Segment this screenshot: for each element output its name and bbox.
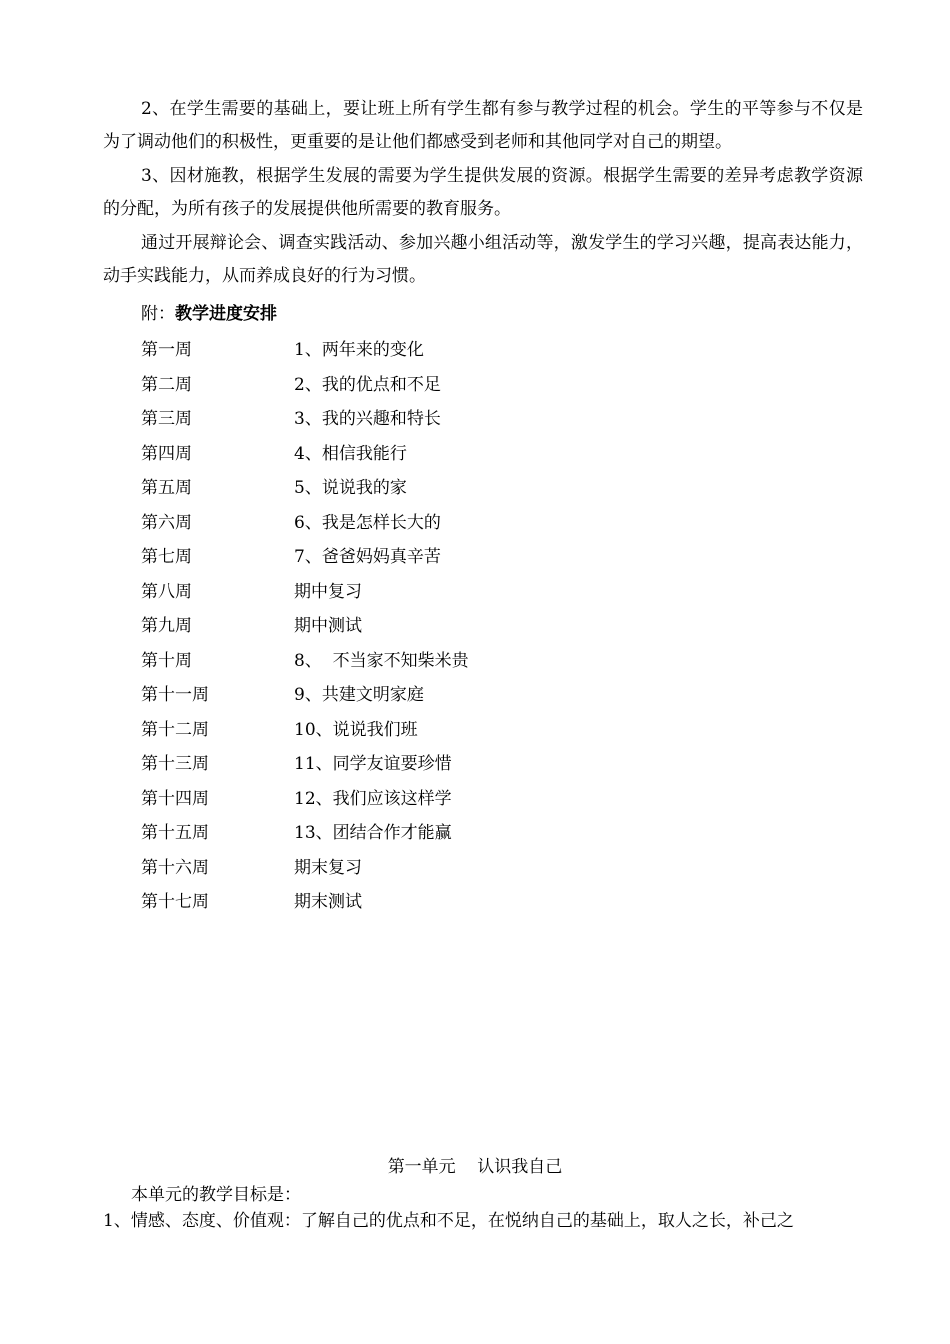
schedule-week: 第七周 [141,547,192,567]
schedule-row [141,506,641,541]
schedule-row [141,575,641,610]
appendix-heading [141,298,277,331]
schedule-week: 第十五周 [141,823,209,843]
schedule-row [141,747,641,782]
schedule-week: 第四周 [141,443,192,464]
schedule-week: 第五周 [141,478,192,498]
schedule-topic: 期末复习 [294,857,362,878]
appendix-lead: 附： [141,304,175,324]
schedule-row [141,713,641,748]
schedule-topic: 2、我的优点和不足 [294,374,441,395]
schedule-topic: 11、同学友谊要珍惜 [294,754,452,774]
schedule-row [141,816,641,851]
schedule-topic: 1、两年来的变化 [294,340,424,360]
schedule-week: 第十四周 [141,788,209,809]
schedule-row [141,540,641,575]
paragraph-individualized-teaching: 3、因材施教，根据学生发展的需要为学生提供发展的资源。根据学生需要的差异考虑教学资源的分配，为所有孩子的发展提供他所需要的教育服务。 [103,166,863,219]
schedule-week: 第二周 [141,374,192,395]
schedule-row [141,851,641,886]
schedule-topic: 期末测试 [294,892,362,912]
schedule-week: 第十周 [141,650,192,671]
schedule-topic: 10、说说我们班 [294,719,418,740]
schedule-row [141,678,641,713]
schedule-row [141,609,641,644]
schedule-row [141,644,641,679]
schedule-topic: 6、我是怎样长大的 [294,512,441,533]
schedule-week: 第八周 [141,581,192,602]
schedule-week: 第一周 [141,340,192,360]
paragraph-participation: 2、在学生需要的基础上，要让班上所有学生都有参与教学过程的机会。学生的平等参与不仅是为了调动他们的积极性，更重要的是让他们都感受到老师和其他同学对自己的期望。 [103,99,863,152]
schedule-week: 第九周 [141,616,192,636]
schedule-row [141,437,641,472]
schedule-week: 第三周 [141,409,192,429]
schedule-list [141,333,641,920]
schedule-topic: 7、爸爸妈妈真辛苦 [294,547,441,567]
unit-goal-intro: 本单元的教学目标是： [131,1185,301,1205]
schedule-week: 第十二周 [141,719,209,740]
schedule-week: 第十六周 [141,857,209,878]
unit-title: 第一单元 认识我自己 [387,1157,563,1177]
schedule-topic: 12、我们应该这样学 [294,788,452,809]
schedule-topic: 4、相信我能行 [294,443,407,464]
appendix-title: 教学进度安排 [175,304,277,324]
schedule-topic: 8、 不当家不知柴米贵 [294,650,469,671]
schedule-topic: 期中复习 [294,581,362,602]
schedule-row [141,885,641,920]
paragraph-activities: 通过开展辩论会、调查实践活动、参加兴趣小组活动等，激发学生的学习兴趣，提高表达能力，动手实践能力，从而养成良好的行为习惯。 [103,233,863,286]
schedule-topic: 9、共建文明家庭 [294,685,424,705]
schedule-row [141,402,641,437]
schedule-row [141,368,641,403]
schedule-topic: 13、团结合作才能赢 [294,823,452,843]
schedule-week: 第十一周 [141,685,209,705]
schedule-row [141,333,641,368]
schedule-topic: 5、说说我的家 [294,478,407,498]
schedule-topic: 期中测试 [294,616,362,636]
schedule-week: 第十七周 [141,892,209,912]
schedule-week: 第六周 [141,512,192,533]
unit-goal-item: 1、情感、态度、价值观：了解自己的优点和不足，在悦纳自己的基础上，取人之长，补己之 [103,1211,794,1231]
schedule-row [141,471,641,506]
schedule-week: 第十三周 [141,754,209,774]
schedule-topic: 3、我的兴趣和特长 [294,409,441,429]
schedule-row [141,782,641,817]
